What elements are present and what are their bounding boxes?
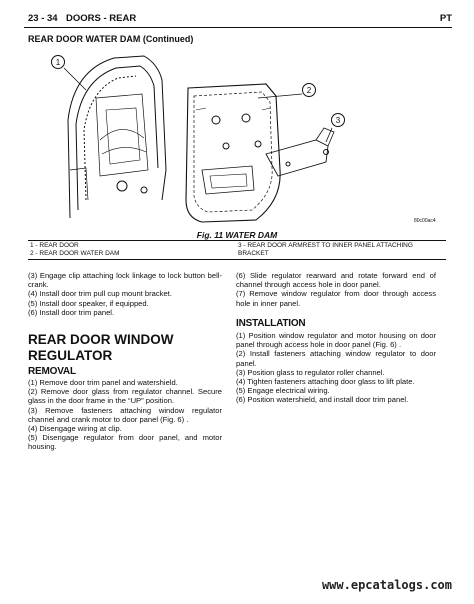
step-text: (1) Remove door trim panel and watershield. <box>28 378 178 387</box>
callout-3-label: 3 <box>335 116 341 125</box>
right-column-steps <box>236 271 436 308</box>
step-text: (6) Position watershield, and install door trim panel. <box>236 395 409 405</box>
header-rule <box>24 27 452 28</box>
watermark-link[interactable]: www.epcatalogs.com <box>321 578 452 592</box>
callout-1 <box>52 56 65 69</box>
step-text: (3) Position glass to regulator roller channel. <box>236 367 385 377</box>
step-text: (5) Install door speaker, if equipped. <box>28 298 149 308</box>
water-dam-figure <box>26 50 454 228</box>
step-text: (7) Remove window regulator from door through access hole in inner panel. <box>236 289 436 308</box>
step-text: (2) Remove door glass from regulator channel. Secure glass in the door frame in the “UP” position. <box>28 387 222 406</box>
step-text: (2) Install fasteners attaching window regulator to door panel. <box>236 349 436 368</box>
legend-top-rule <box>28 240 446 241</box>
legend-item-3: 3 - REAR DOOR ARMREST TO INNER PANEL ATTACHING <box>238 242 413 249</box>
step-text: (1) Position window regulator and motor housing on door panel through access hole in door panel (Fig. 6) . <box>236 331 436 350</box>
step-text: (3) Engage clip attaching lock linkage to lock button bell-crank. <box>28 271 222 290</box>
figure-caption: Fig. 11 WATER DAM <box>196 230 278 240</box>
page-number: 23 - 34 <box>28 13 58 24</box>
step-text: (6) Install door trim panel. <box>28 307 115 317</box>
armrest-bracket <box>266 140 328 176</box>
water-dam-illustration <box>26 50 454 228</box>
model-code: PT <box>439 13 452 24</box>
step-text: (3) Remove fasteners attaching window regulator channel and crank motor to door panel (Fig. 6) . <box>28 405 222 424</box>
legend-bottom-rule <box>28 259 446 260</box>
step-text: (4) Install door trim pull cup mount bracket. <box>28 289 172 299</box>
callout-2 <box>303 84 316 97</box>
legend-item-1: 1 - REAR DOOR <box>30 242 79 249</box>
callout-1-label: 1 <box>55 58 61 67</box>
door-frame-outline <box>68 56 166 218</box>
installation-steps <box>236 331 436 405</box>
installation-heading: INSTALLATION <box>236 318 306 329</box>
callout-2-label: 2 <box>306 86 312 95</box>
section-title: REAR DOOR WATER DAM (Continued) <box>28 34 194 44</box>
step-text: (5) Engage electrical wiring. <box>236 386 330 396</box>
legend-item-3-cont: BRACKET <box>238 250 269 257</box>
legend-item-2: 2 - REAR DOOR WATER DAM <box>30 250 120 257</box>
step-text: (5) Disengage regulator from door panel, and motor housing. <box>28 433 222 452</box>
step-text: (4) Tighten fasteners attaching door glass to lift plate. <box>236 377 415 387</box>
removal-heading: REMOVAL <box>28 366 76 377</box>
left-column-steps <box>28 271 222 317</box>
water-dam-panel <box>186 84 280 222</box>
figure-code: 80c00ac4 <box>414 218 436 224</box>
callout-3 <box>332 114 345 127</box>
main-heading: REAR DOOR WINDOW REGULATOR <box>28 332 174 363</box>
step-text: (6) Slide regulator rearward and rotate forward end of channel through access hole in door panel. <box>236 271 436 290</box>
removal-steps <box>28 378 222 452</box>
section-header: DOORS - REAR <box>66 13 137 24</box>
step-text: (4) Disengage wiring at clip. <box>28 424 122 434</box>
